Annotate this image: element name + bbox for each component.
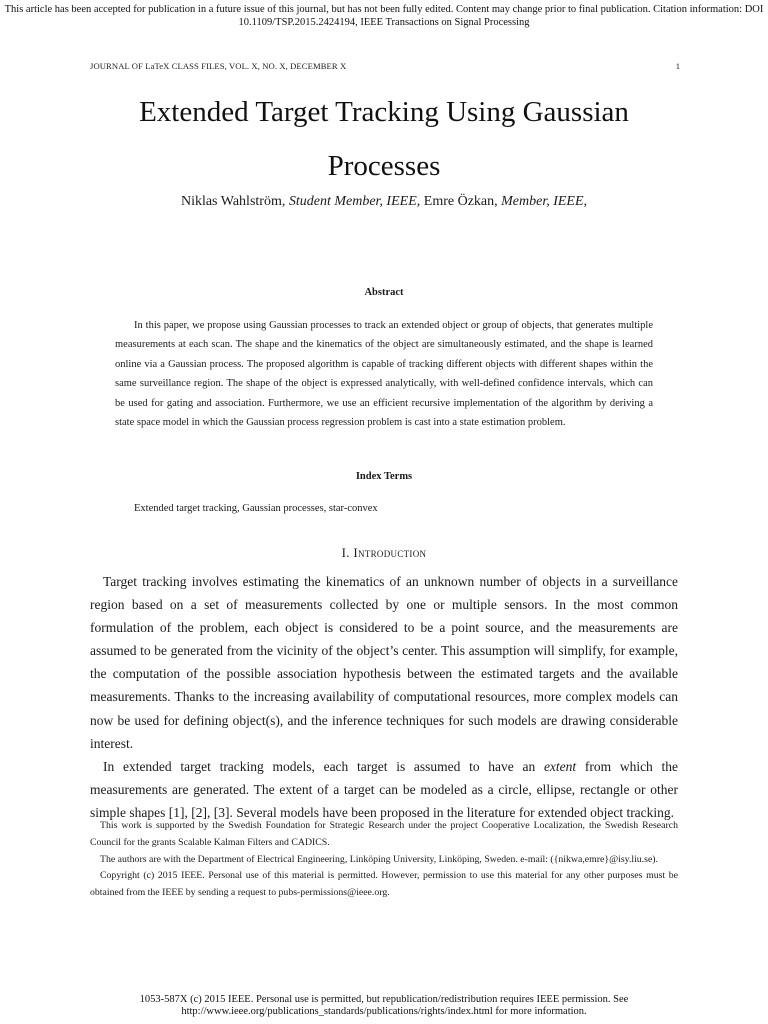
- index-terms-text: Extended target tracking, Gaussian processes, star-convex: [134, 503, 378, 514]
- section-heading-introduction: [90, 545, 678, 561]
- running-header-journal: JOURNAL OF LaTeX CLASS FILES, VOL. X, NO. X, DECEMBER X: [90, 61, 347, 71]
- copyright-line-2: http://www.ieee.org/publications_standards/publications/rights/index.html for more information.: [181, 1006, 587, 1017]
- intro-paragraph-1: Target tracking involves estimating the kinematics of an unknown number of objects in a surveillance region based on a set of measurements collected by one or multiple sensors. In the most common formulation of the problem, each object is considered to be a point source, and the measurements are assumed to be generated from the vicinity of the object’s center. This assumption will simplify, for example, the computation of the possible association hypothesis between the estimated targets and the available measurements. Thanks to the increasing availability of computational resources, more complex models can now be used for defining object(s), and the inference techniques for such models are drawing considerable interest.: [90, 574, 678, 751]
- author-1-role: Student Member, IEEE,: [288, 194, 421, 209]
- running-header: [90, 61, 680, 75]
- intro-p2-start: In extended target tracking models, each target is assumed to have an: [103, 758, 544, 774]
- intro-paragraph-2: [90, 755, 678, 824]
- introduction-body: [90, 570, 678, 824]
- author-2-name: Emre Özkan,: [423, 194, 498, 209]
- abstract-heading: Abstract: [364, 287, 404, 298]
- footnote-affiliation: The authors are with the Department of Electrical Engineering, Linköping University, Linköping, Sweden. e-mail: ({nikwa,emre}@isy.liu.se).: [100, 853, 659, 865]
- banner-line-2: 10.1109/TSP.2015.2424194, IEEE Transactions on Signal Processing: [238, 16, 530, 28]
- footnote-funding: This work is supported by the Swedish Foundation for Strategic Research under the project Cooperative Localization, the Swedish Research Council for the grants Scalable Kalman Filters and CADICS.: [90, 820, 678, 848]
- author-line: [90, 194, 678, 210]
- author-2-role: Member, IEEE,: [501, 194, 588, 209]
- section-title: Introduction: [353, 545, 427, 560]
- author-1-name: Niklas Wahlström,: [180, 194, 286, 209]
- footnote-copyright: Copyright (c) 2015 IEEE. Personal use of this material is permitted. However, permission to use this material for any other purposes must be obtained from the IEEE by sending a request to pubs-permissions@ieee.org.: [90, 870, 678, 899]
- publication-banner: [0, 4, 768, 29]
- copyright-line-1: 1053-587X (c) 2015 IEEE. Personal use is permitted, but republication/redistribution requires IEEE permission. See: [139, 994, 629, 1005]
- intro-p2-emphasis: extent: [543, 758, 577, 774]
- copyright-notice: [0, 994, 768, 1018]
- section-number: I.: [341, 545, 350, 560]
- footnotes: [90, 818, 678, 902]
- banner-line-1: This article has been accepted for publication in a future issue of this journal, but has not been fully edited. Content may change prior to final publication. Citation information: DOI: [4, 4, 764, 15]
- intro-p2-end: from which the measurements are generated. The extent of a target can be modeled as a circle, ellipse, rectangle or other simple shapes [1], [2], [3]. Several models have been proposed in the literature for extended object tracking.: [90, 758, 679, 820]
- index-terms-heading: Index Terms: [355, 471, 413, 482]
- page-number: 1: [675, 61, 680, 71]
- abstract-text: In this paper, we propose using Gaussian processes to track an extended object or group of objects, that generates multiple measurements at each scan. The shape and the kinematics of the object are simultaneously estimated, and the shape is learned online via a Gaussian process. The proposed algorithm is capable of tracking different objects with different shapes within the same surveillance region. The shape of the object is expressed analytically, with well-defined confidence intervals, which can be used for gating and association. Furthermore, we use an efficient recursive implementation of the algorithm by deriving a state space model in which the Gaussian process regression problem is cast into a state estimation problem.: [115, 320, 653, 429]
- paper-title: Extended Target Tracking Using Gaussian Processes: [139, 96, 629, 182]
